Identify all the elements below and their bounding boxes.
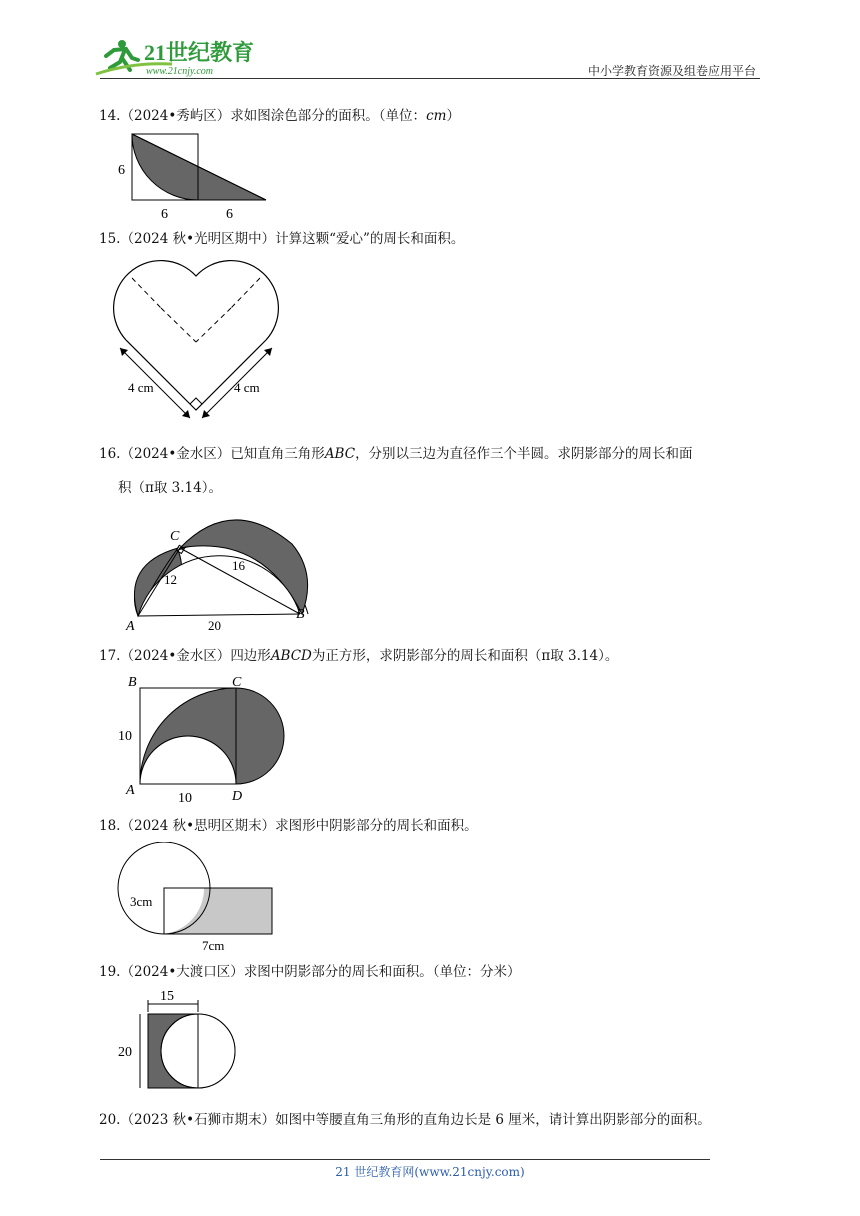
svg-text:D: D <box>232 789 243 804</box>
figure-14 <box>112 132 272 222</box>
svg-text:B: B <box>128 675 137 690</box>
svg-text:C: C <box>232 675 242 690</box>
platform-name: 中小学教育资源及组卷应用平台 <box>587 64 756 78</box>
svg-text:C: C <box>170 529 180 544</box>
svg-text:4 cm: 4 cm <box>128 380 154 395</box>
svg-text:10: 10 <box>178 791 192 806</box>
svg-text:20: 20 <box>208 618 221 633</box>
logo-url: www.21cnjy.com <box>146 66 214 77</box>
figure-18 <box>112 842 282 954</box>
svg-text:4 cm: 4 cm <box>234 380 260 395</box>
question-20: 20.（2023 秋•石狮市期末）如图中等腰直角三角形的直角边长是 6 厘米，请计算出阴影部分的面积。 <box>99 1112 711 1128</box>
svg-text:10: 10 <box>118 729 132 744</box>
svg-text:16: 16 <box>232 558 245 573</box>
svg-text:B: B <box>296 607 305 622</box>
figure-17 <box>112 672 292 806</box>
svg-text:3cm: 3cm <box>130 894 153 909</box>
svg-text:A: A <box>126 619 135 634</box>
question-19: 19.（2024•大渡口区）求图中阴影部分的周长和面积。（单位：分米） <box>99 964 521 980</box>
footer-link[interactable]: 21 世纪教育网(www.21cnjy.com) <box>335 1165 525 1179</box>
logo-text: 21世纪教育 <box>144 40 255 65</box>
figure-15-heart <box>112 256 282 424</box>
svg-text:15: 15 <box>160 990 174 1004</box>
question-16-line2: 积（π取 3.14）。 <box>118 480 222 496</box>
question-18: 18.（2024 秋•思明区期末）求图形中阴影部分的周长和面积。 <box>99 818 478 834</box>
figure-16 <box>112 504 312 634</box>
figure-19 <box>112 990 242 1092</box>
svg-text:6: 6 <box>226 207 233 222</box>
question-14: 14.（2024•秀屿区）求如图涂色部分的面积。（单位：cm） <box>99 108 460 124</box>
site-logo <box>92 34 262 78</box>
question-16: 16.（2024•金水区）已知直角三角形ABC，分别以三边为直径作三个半圆。求阴影部分的周长和面 <box>99 446 693 462</box>
svg-text:7cm: 7cm <box>202 938 225 953</box>
svg-text:6: 6 <box>118 163 125 178</box>
question-15: 15.（2024 秋•光明区期中）计算这颗“爱心”的周长和面积。 <box>99 231 465 247</box>
svg-text:6: 6 <box>161 207 168 222</box>
svg-text:20: 20 <box>118 1045 132 1060</box>
svg-text:12: 12 <box>164 572 177 587</box>
svg-text:A: A <box>126 783 135 798</box>
question-17: 17.（2024•金水区）四边形ABCD为正方形，求阴影部分的周长和面积（π取 3.14）。 <box>99 648 619 664</box>
footer-divider <box>100 1159 710 1160</box>
header-divider <box>100 78 760 79</box>
